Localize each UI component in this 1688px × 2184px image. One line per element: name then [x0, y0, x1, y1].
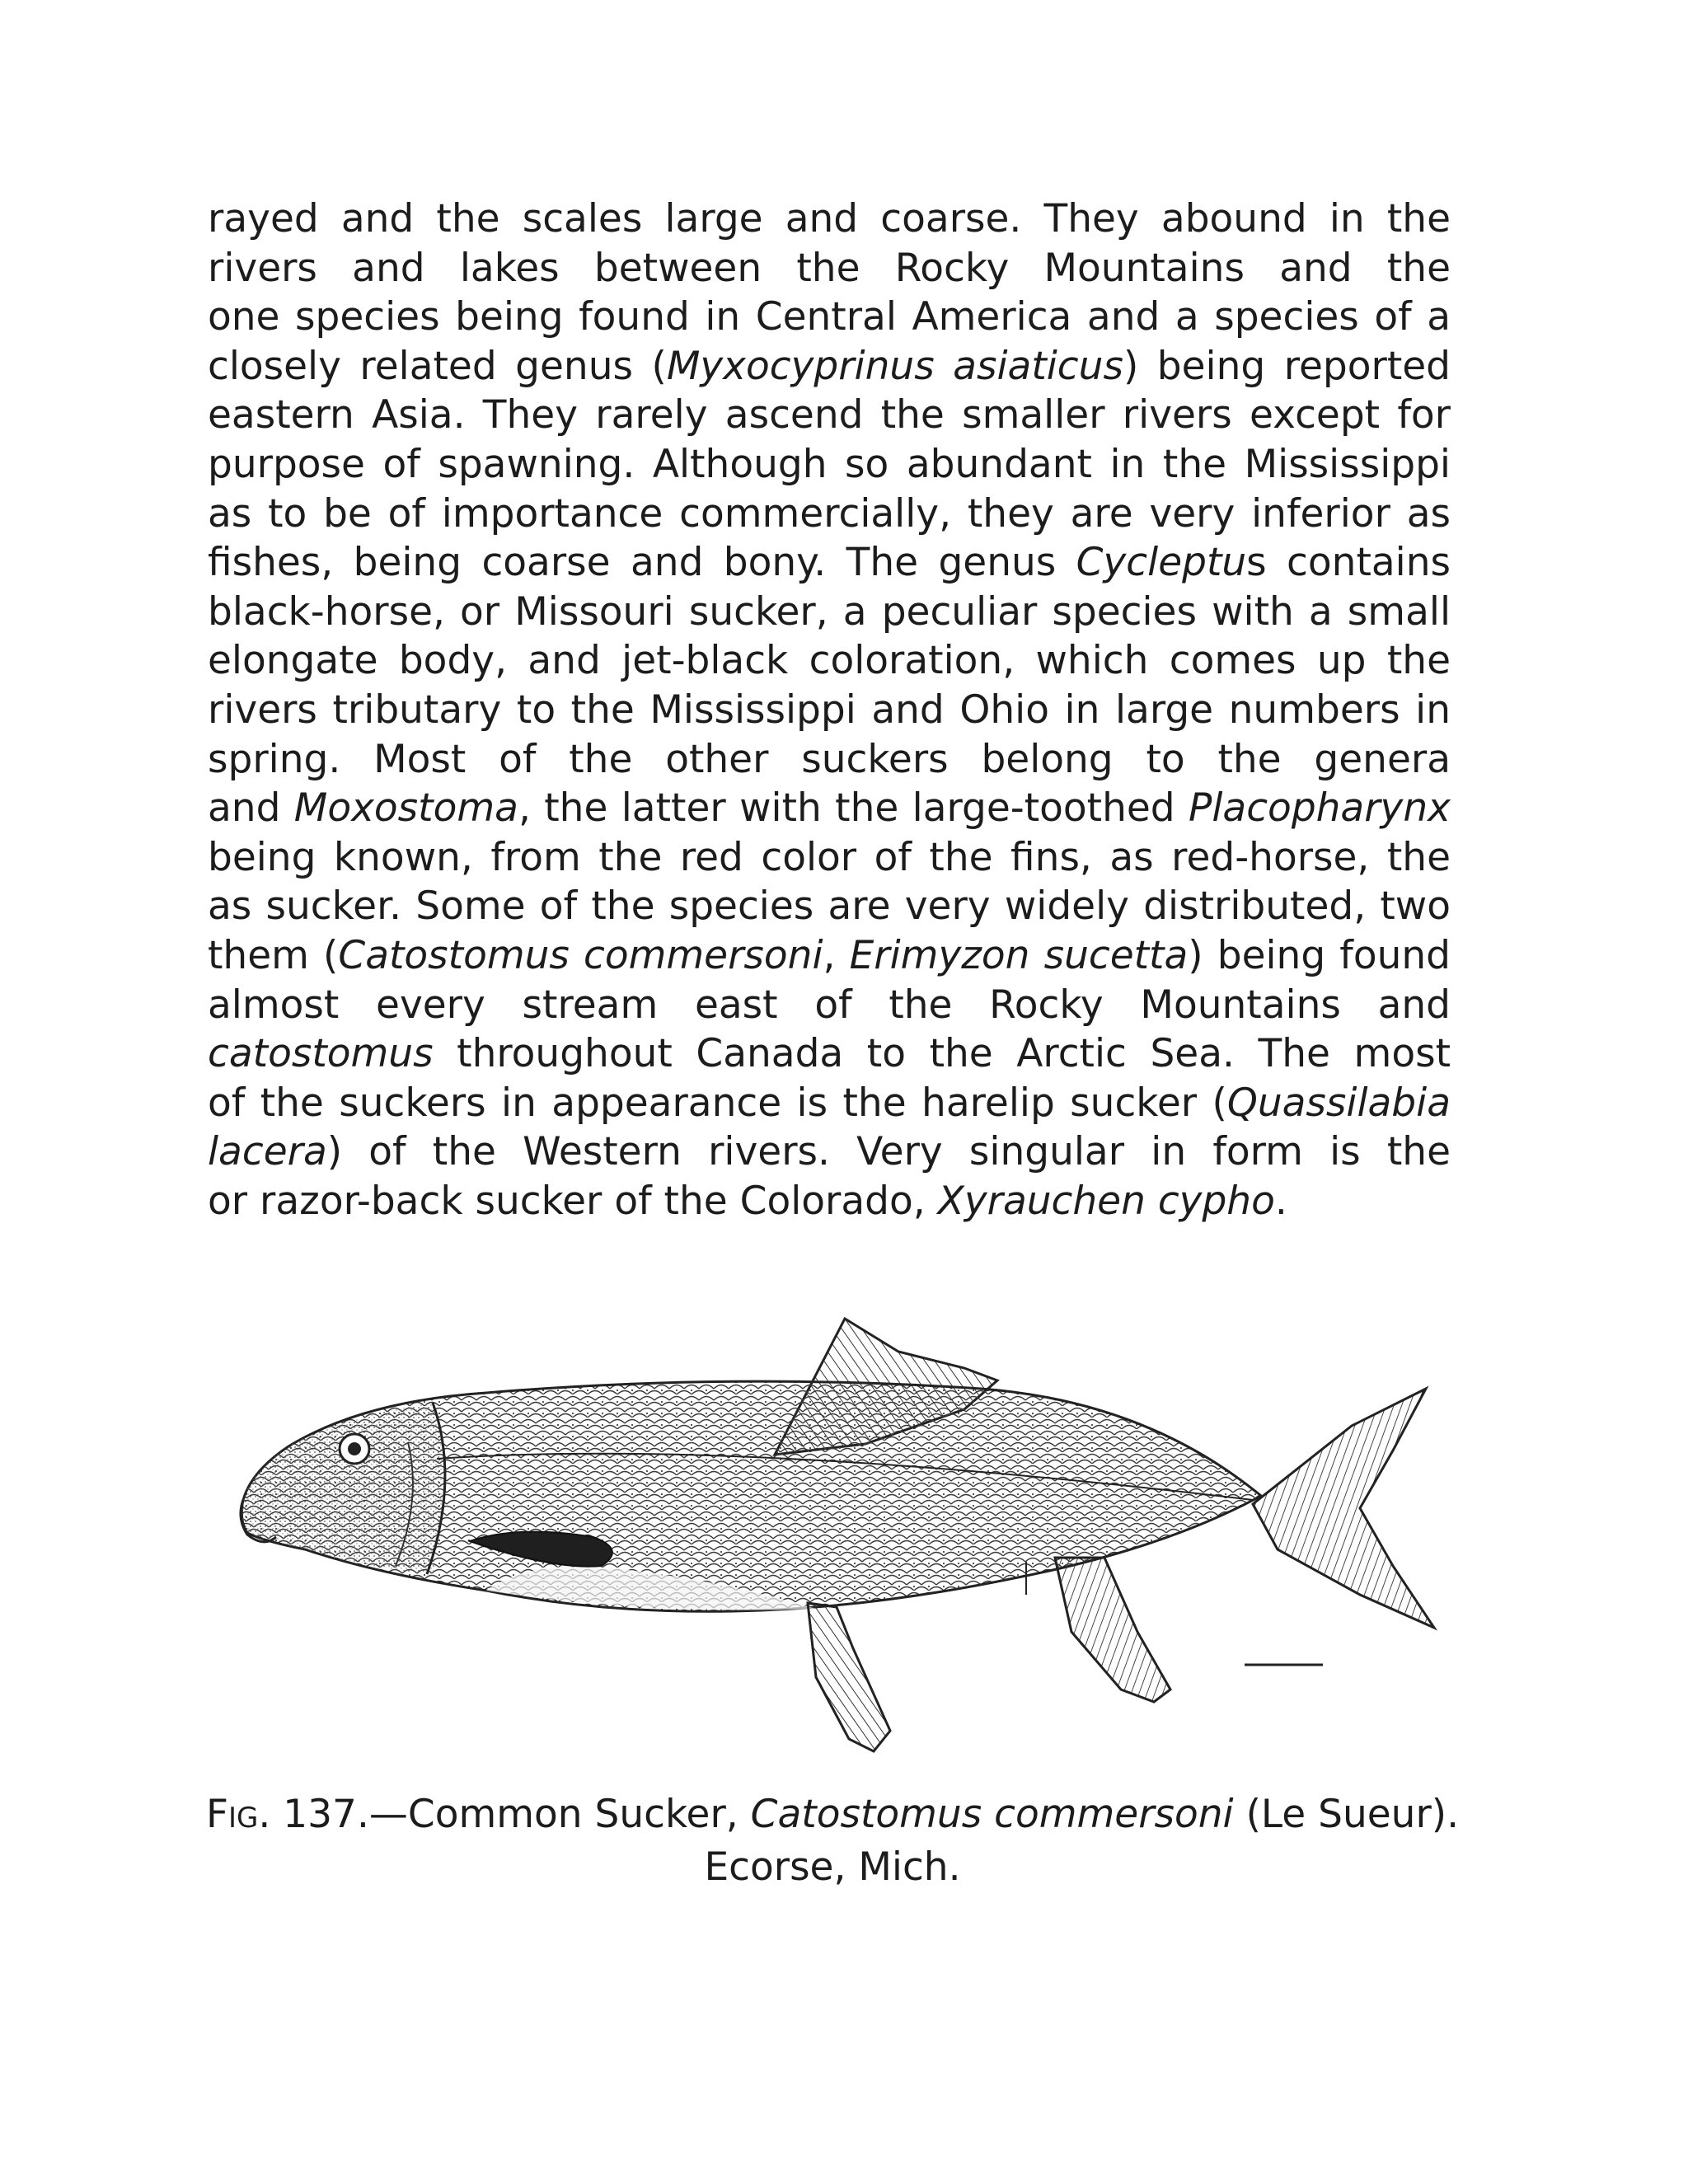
text-line: [208, 440, 1451, 490]
text-line: [208, 342, 1451, 391]
italic-term: Myxocyprinus asiaticus: [666, 343, 1123, 389]
text-run: one species being found in Central America and a species of a: [208, 294, 1451, 340]
text-line: [208, 1177, 1451, 1226]
caption-line-1: FIG. 137.—Common Sucker, Catostomus commersoni (Le Sueur).: [205, 1792, 1460, 1837]
text-run: spring. Most of the other suckers belong to the genera: [208, 736, 1451, 782]
text-run: s contains: [1246, 540, 1451, 586]
text-line: [208, 686, 1451, 735]
anal-fin: [1055, 1558, 1170, 1702]
pelvic-fin: [808, 1603, 890, 1751]
text-run: .: [1274, 1178, 1287, 1224]
italic-term: catostomus: [208, 1031, 434, 1077]
caudal-fin: [1253, 1389, 1434, 1628]
italic-term: Xyrauchen cypho: [937, 1178, 1275, 1224]
text-run: ) being found: [1188, 932, 1451, 978]
italic-term: Cycleptu: [1076, 540, 1247, 586]
text-run: fishes, being coarse and bony. The genus: [208, 540, 1076, 586]
text-line: [208, 882, 1451, 931]
text-run: black-horse, or Missouri sucker, a peculiar species with a small: [208, 588, 1451, 635]
text-line: [208, 636, 1451, 686]
text-line: [208, 1079, 1451, 1128]
caption-species: Catostomus commersoni: [750, 1792, 1234, 1837]
italic-term: Catostomus commersoni: [338, 932, 823, 978]
text-run: elongate body, and jet-black coloration, which comes up the: [208, 638, 1451, 684]
italic-term: Quassilabia: [1226, 1080, 1451, 1126]
text-run: almost every stream east of the Rocky Mountains and: [208, 982, 1451, 1028]
figure-caption: [165, 1790, 1500, 1892]
text-line: [208, 538, 1451, 588]
text-line: [208, 931, 1451, 981]
text-line: [208, 1127, 1451, 1177]
text-run: as to be of importance commercially, they are very inferior as: [208, 490, 1451, 537]
text-run: ,: [823, 932, 850, 978]
text-run: , the latter with the large-toothed: [518, 785, 1189, 832]
text-run: rayed and the scales large and coarse. They abound in the: [208, 196, 1451, 241]
text-line: [208, 293, 1451, 342]
text-run: eastern Asia. They rarely ascend the smaller rivers except for: [208, 392, 1451, 438]
text-line: [208, 244, 1451, 293]
text-line: [208, 194, 1451, 244]
text-run: throughout Canada to the Arctic Sea. The most: [457, 1031, 1451, 1077]
text-run: ) of the Western rivers. Very singular in form is the: [326, 1129, 1451, 1175]
fish-illustration: [239, 1302, 1451, 1764]
text-run: rivers and lakes between the Rocky Mountains and the: [208, 245, 1451, 291]
text-run: closely related genus (: [208, 343, 667, 389]
italic-term: lacera: [208, 1129, 327, 1175]
text-run: being known, from the red color of the fins, as red-horse, the: [208, 834, 1451, 880]
text-run: them (: [208, 932, 339, 978]
text-line: [208, 833, 1451, 883]
text-line: [208, 784, 1451, 833]
text-line: [208, 490, 1451, 539]
italic-term: Erimyzon sucetta: [849, 932, 1189, 978]
text-run: purpose of spawning. Although so abundant in the Mississippi: [208, 441, 1451, 487]
text-line: [208, 735, 1451, 785]
text-line: [208, 391, 1451, 440]
italic-term: Moxostoma: [293, 785, 518, 832]
text-run: of the suckers in appearance is the harelip sucker (: [208, 1080, 1227, 1126]
text-run: as sucker. Some of the species are very widely distributed, two: [208, 883, 1451, 930]
body-paragraph: [208, 194, 1451, 1226]
text-run: ) being reported: [1123, 343, 1451, 389]
text-run: and: [208, 785, 294, 832]
italic-term: Placopharynx: [1189, 785, 1451, 832]
eye-icon: [340, 1434, 369, 1464]
caption-locality: Ecorse, Mich.: [704, 1844, 961, 1890]
common-sucker-drawing: [239, 1302, 1451, 1764]
text-line: [208, 588, 1451, 637]
text-line: [208, 1029, 1451, 1079]
text-run: or razor-back sucker of the Colorado,: [208, 1178, 938, 1224]
text-run: rivers tributary to the Mississippi and Ohio in large numbers in: [208, 687, 1451, 733]
text-line: [208, 981, 1451, 1030]
